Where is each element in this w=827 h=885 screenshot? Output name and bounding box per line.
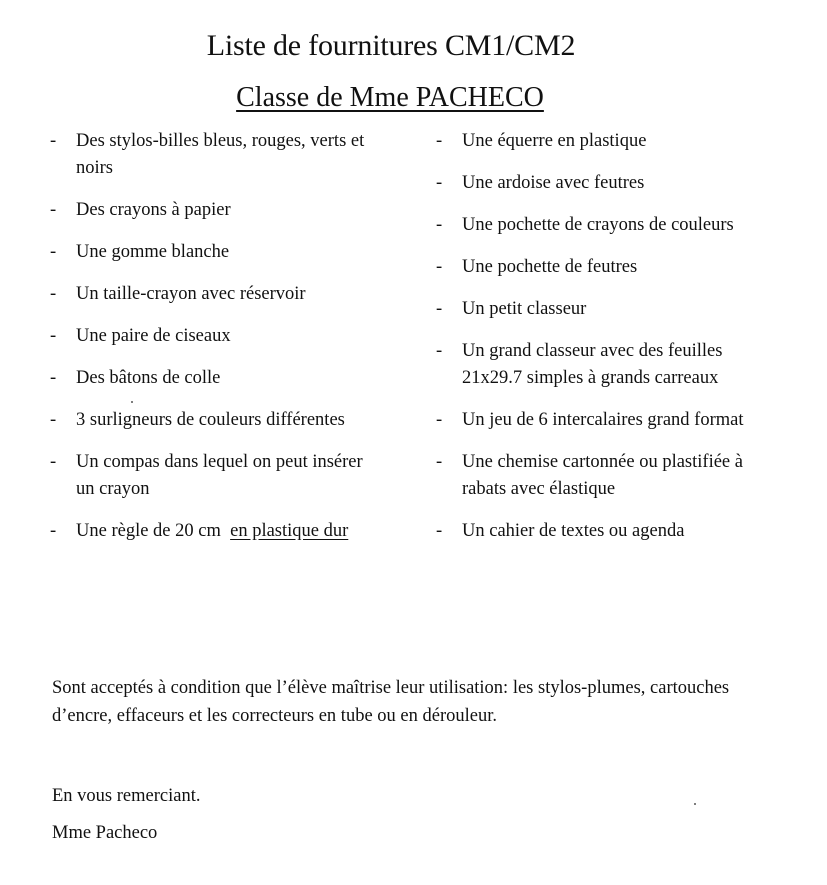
list-item-text: Une équerre en plastique — [462, 131, 647, 151]
underlined-text: en plastique dur — [230, 521, 349, 541]
list-item-text: Un grand classeur avec des feuilles 21x29.7 simples à grands carreaux — [462, 341, 723, 388]
list-item-text: Un taille-crayon avec réservoir — [76, 284, 306, 304]
list-item-text: Une ardoise avec feutres — [462, 173, 645, 193]
closing-line: En vous remerciant. — [52, 786, 201, 806]
list-item-text: 3 surligneurs de couleurs différentes — [76, 410, 345, 430]
list-item — [436, 338, 771, 392]
class-subtitle — [0, 80, 780, 116]
bullet-dash: - — [50, 326, 57, 346]
bullet-dash: - — [50, 368, 57, 388]
bullet-dash: - — [436, 131, 443, 151]
bullet-dash: - — [436, 410, 443, 430]
bullet-dash: - — [50, 284, 57, 304]
list-item — [50, 365, 370, 392]
list-item-text: Un compas dans lequel on peut insérer un crayon — [76, 452, 363, 499]
bullet-dash: - — [50, 242, 57, 262]
list-item — [50, 449, 370, 503]
list-item-text: Une pochette de feutres — [462, 257, 638, 277]
list-item-text: Un jeu de 6 intercalaires grand format — [462, 410, 744, 430]
list-item-text: Une paire de ciseaux — [76, 326, 231, 346]
list-item — [50, 197, 370, 224]
list-item — [436, 212, 771, 239]
scan-speck — [131, 401, 133, 403]
list-item — [50, 518, 370, 545]
class-subtitle-text: Classe de Mme PACHECO — [236, 82, 544, 113]
page-title: Liste de fournitures CM1/CM2 — [206, 29, 576, 62]
bullet-dash: - — [436, 257, 443, 277]
list-item — [436, 518, 771, 545]
list-item-text: Une règle de 20 cm — [76, 521, 221, 541]
acceptance-note: Sont acceptés à condition que l’élève maîtrise leur utilisation: les stylos-plumes, cartouches d’encre, effaceurs et les correcteurs en tube ou en dérouleur. — [52, 678, 730, 726]
list-item — [50, 239, 370, 266]
bullet-dash: - — [436, 521, 443, 541]
supply-list-left-column — [50, 128, 370, 545]
bullet-dash: - — [50, 410, 57, 430]
list-item-text: Des crayons à papier — [76, 200, 231, 220]
signature: Mme Pacheco — [52, 823, 158, 843]
bullet-dash: - — [50, 200, 57, 220]
list-item — [436, 296, 771, 323]
bullet-dash: - — [436, 452, 443, 472]
list-item — [436, 170, 771, 197]
list-item — [436, 128, 771, 155]
bullet-dash: - — [50, 521, 57, 541]
list-item — [50, 407, 370, 434]
list-item — [436, 254, 771, 281]
bullet-dash: - — [50, 131, 57, 151]
bullet-dash: - — [436, 299, 443, 319]
bullet-dash: - — [436, 215, 443, 235]
list-item — [50, 281, 370, 308]
list-item — [50, 323, 370, 350]
list-item-text: Des stylos-billes bleus, rouges, verts et noirs — [76, 131, 365, 178]
list-item — [436, 449, 771, 503]
bullet-dash: - — [50, 452, 57, 472]
bullet-dash: - — [436, 173, 443, 193]
supply-list-right-column — [436, 128, 771, 545]
list-item-text: Une chemise cartonnée ou plastifiée à rabats avec élastique — [462, 452, 743, 499]
list-item-text: Des bâtons de colle — [76, 368, 221, 388]
bullet-dash: - — [436, 341, 443, 361]
list-item-text: Une gomme blanche — [76, 242, 230, 262]
list-item-text: Un cahier de textes ou agenda — [462, 521, 685, 541]
list-item-text: Un petit classeur — [462, 299, 587, 319]
list-item — [436, 407, 771, 434]
scan-speck — [694, 803, 696, 805]
list-item-text: Une pochette de crayons de couleurs — [462, 215, 734, 235]
list-item — [50, 128, 370, 182]
